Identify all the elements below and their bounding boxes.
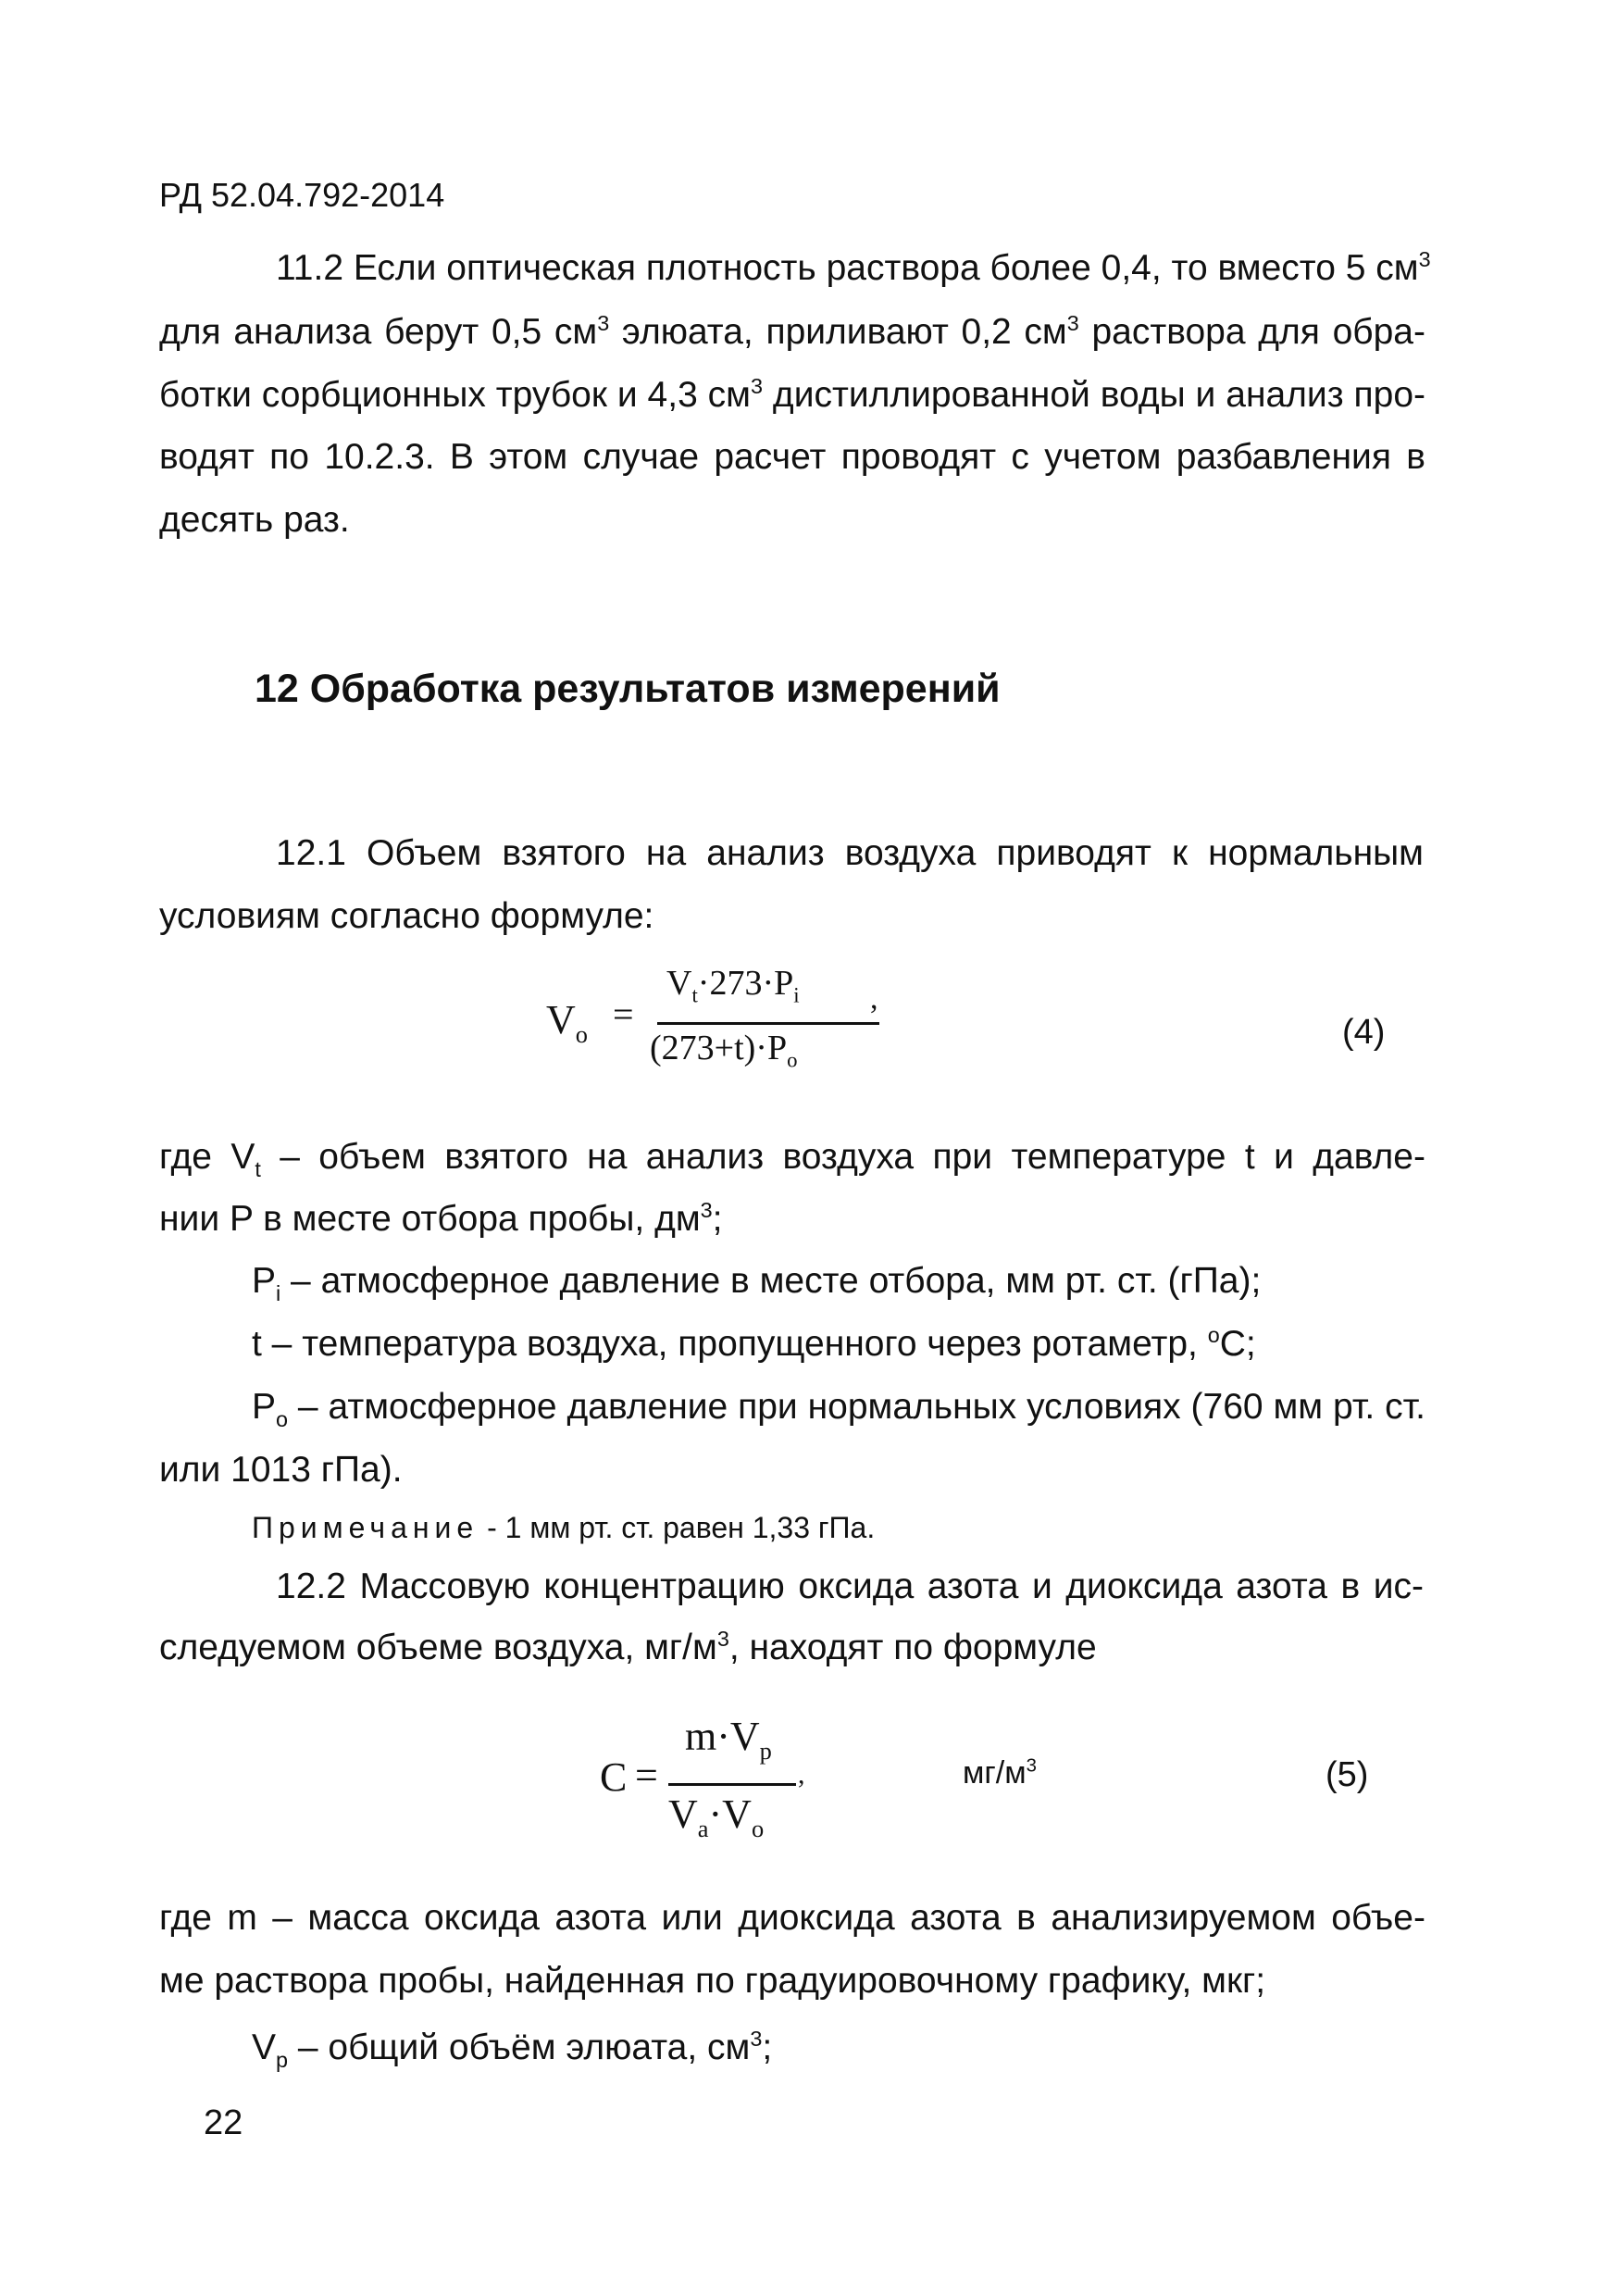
where-1-pi-line: $P_i$ – атмосферное давление в месте отбора, мм рт. ст. (гПа); [252,1261,1262,1305]
where-2-line-2: ме раствора пробы, найденная по градуировочному графику, мкг; [159,1961,1266,2001]
p11-2-line-4: водят по 10.2.3. В этом случае расчет проводят с учетом разбавления в [159,437,1425,477]
p12-2-line-2: следуемом объеме воздуха, $мг/м^3$, находят по формуле [159,1627,1097,1667]
where-1-t-line: t – температура воздуха, пропущенного через ротаметр, $^o$C; [252,1323,1256,1364]
p12-1-line-1: 12.1 Объем взятого на анализ воздуха приводят к нормальным [276,833,1424,873]
p12-2-line-1: 12.2 Массовую концентрацию оксида азота и диоксида азота в ис- [276,1566,1424,1606]
where-1-line-1: где $V_t$ – объем взятого на анализ воздуха при температуре t и давле- [159,1137,1425,1181]
formula-4-fraction-bar [657,1022,879,1025]
page-number: 22 [204,2103,243,2142]
formula-4-comma: , [870,981,878,1016]
formula-5-fraction-bar [668,1783,796,1786]
p11-2-line-2: для анализа берут 0,5 $см^3$ элюата, приливают 0,2 $см^3$ раствора для обра- [159,311,1425,352]
p11-2-line-3: ботки сорбционных трубок и 4,3 $см^3$ дистиллированной воды и анализ про- [159,374,1425,415]
note-text: - 1 мм рт. ст. равен 1,33 гПа. [479,1511,876,1544]
note-label: Примечание [252,1511,479,1544]
document-code: РД 52.04.792-2014 [159,176,445,214]
p11-2-line-5: десять раз. [159,500,350,540]
section-heading: 12 Обработка результатов измерений [255,667,1001,711]
where-1-po-line-2: или 1013 гПа). [159,1450,403,1490]
where-2-line-1: где m – масса оксида азота или диоксида азота в анализируемом объе- [159,1898,1425,1938]
formula-5 [600,1713,840,1861]
formula-5-comma: , [798,1759,805,1790]
formula-5-equals: = [635,1753,658,1798]
formula-4-lhs: $V_o$ [546,997,588,1048]
note [252,1511,875,1545]
formula-4-equals: = [613,993,634,1035]
formula-4 [546,963,916,1083]
formula-5-denominator: $V_a\cdot V_o$ [668,1791,765,1842]
equation-number-5: (5) [1326,1755,1369,1794]
formula-4-denominator: $(273+t)\cdot P_o$ [650,1029,798,1072]
where-1-line-2: нии P в месте отбора пробы, $дм^3$; [159,1198,723,1239]
formula-4-numerator: $V_t\cdot 273\cdot P_i$ [666,964,800,1007]
p12-1-line-2: условиям согласно формуле: [159,896,654,936]
formula-5-lhs: C [600,1754,628,1800]
formula-5-numerator: $m\cdot V_p$ [685,1714,772,1765]
p11-2-line-1: 11.2 Если оптическая плотность раствора более 0,4, то вместо 5 $см^3$ [276,247,1431,288]
equation-number-4: (4) [1342,1013,1386,1052]
where-1-po-line: $P_o$ – атмосферное давление при нормальных условиях (760 мм рт. ст. [252,1387,1425,1431]
formula-5-unit: $мг/м^3$ [963,1755,1037,1791]
where-2-vp-line: $V_p$ – общий объём элюата, $см^3$; [252,2027,773,2072]
